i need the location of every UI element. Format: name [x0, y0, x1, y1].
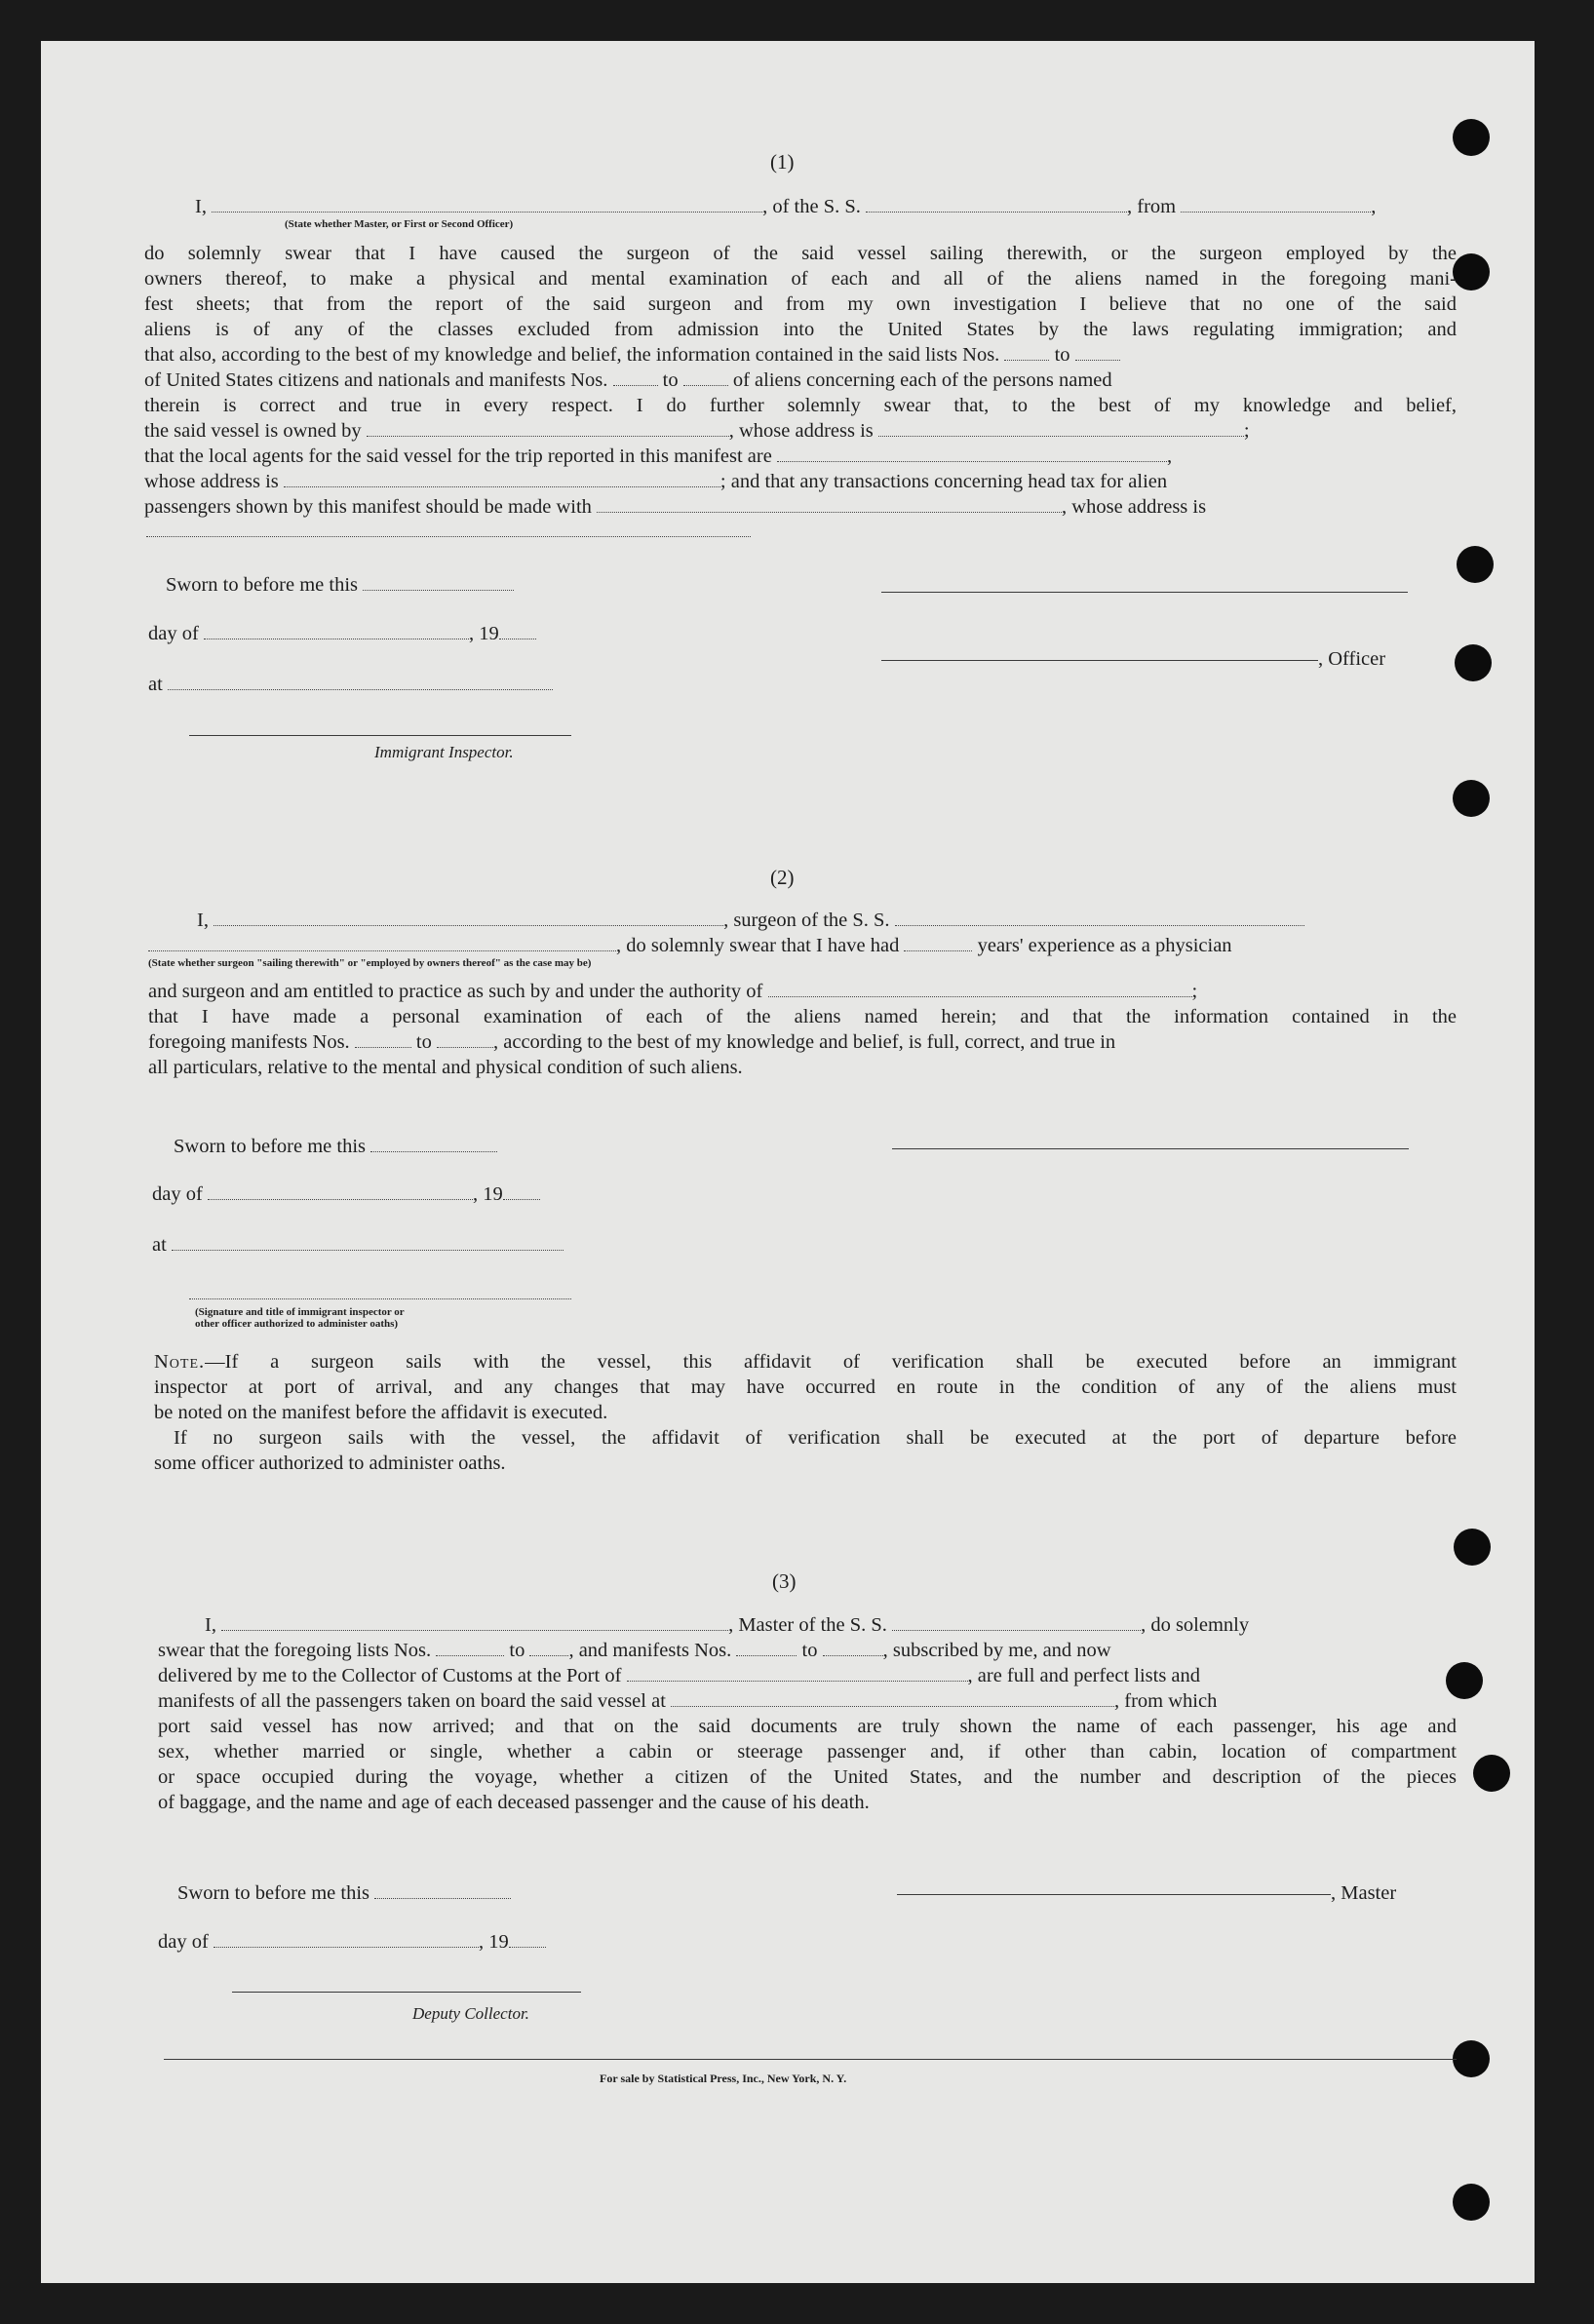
s2-sworn: Sworn to before me this	[174, 1134, 497, 1159]
s3-body-line: sex, whether married or single, whether a cabin or steerage passenger and, if other than cabin, location of compartment	[158, 1741, 1457, 1762]
s3-body-line: swear that the foregoing lists Nos. to , and manifests Nos. to , subscribed by me, and now	[158, 1640, 1111, 1661]
officer-line: , Officer	[881, 646, 1385, 672]
s3-sworn: Sworn to before me this	[177, 1880, 511, 1906]
s1-body-line: the said vessel is owned by , whose address is ;	[144, 420, 1250, 442]
caption-signature-2: other officer authorized to administer oaths)	[195, 1318, 399, 1330]
s1-line1: I, , of the S. S. , from ,	[195, 196, 1377, 217]
s1-day-of: day of , 19	[148, 621, 536, 646]
s1-body-line: fest sheets; that from the report of the said surgeon and from my own investigation I believe that no one of the said	[144, 293, 1457, 315]
surgeon-signature-line	[892, 1148, 1409, 1149]
s1-body-line: therein is correct and true in every respect. I do further solemnly swear that, to the best of my knowledge and belief,	[144, 395, 1457, 416]
s1-body-line: of United States citizens and nationals and manifests Nos. to of aliens concerning each of the persons named	[144, 369, 1112, 391]
note-line: If no surgeon sails with the vessel, the affidavit of verification shall be executed at the port of departure before	[174, 1427, 1457, 1449]
s1-body-line: whose address is ; and that any transactions concerning head tax for alien	[144, 471, 1168, 492]
s3-body-line: manifests of all the passengers taken on board the said vessel at , from which	[158, 1690, 1218, 1712]
s2-line1: I, , surgeon of the S. S.	[197, 908, 1304, 933]
s3-day-of: day of , 19	[158, 1929, 546, 1955]
s1-at: at	[148, 672, 553, 697]
punch-hole	[1453, 253, 1490, 290]
note-line: Note.—If a surgeon sails with the vessel, this affidavit of verification shall be executed before an immigrant	[154, 1351, 1457, 1373]
punch-hole	[1457, 546, 1494, 583]
s2-body-line: and surgeon and am entitled to practice as such by and under the authority of ;	[148, 981, 1198, 1002]
punch-hole	[1446, 1662, 1483, 1699]
footer-printer: For sale by Statistical Press, Inc., New York, N. Y.	[600, 2072, 847, 2085]
punch-hole	[1453, 2184, 1490, 2221]
s2-body-line: foregoing manifests Nos. to , according to the best of my knowledge and belief, is full, correct, and true in	[148, 1031, 1116, 1053]
s3-body-line: delivered by me to the Collector of Customs at the Port of , are full and perfect lists and	[158, 1665, 1201, 1686]
s2-body-line: all particulars, relative to the mental and physical condition of such aliens.	[148, 1057, 743, 1078]
punch-hole	[1453, 119, 1490, 156]
section-1-number: (1)	[770, 150, 795, 174]
s3-body-line: or space occupied during the voyage, whether a citizen of the United States, and the number and description of the pieces	[158, 1766, 1457, 1788]
caption-surgeon: (State whether surgeon "sailing therewith" or "employed by owners thereof" as the case may be)	[148, 957, 592, 969]
officer-signature-line	[881, 592, 1408, 593]
punch-hole	[1453, 780, 1490, 817]
s3-line1: I, , Master of the S. S. , do solemnly	[205, 1614, 1250, 1636]
caption-signature-1: (Signature and title of immigrant inspector or	[195, 1306, 405, 1318]
footer-rule	[164, 2059, 1457, 2060]
s1-body-line: that also, according to the best of my knowledge and belief, the information contained in the said lists Nos. to	[144, 342, 1120, 368]
s2-day-of: day of , 19	[152, 1181, 540, 1207]
inspector-signature-line	[189, 735, 571, 736]
note-line: some officer authorized to administer oaths.	[154, 1452, 506, 1474]
s1-body-line: do solemnly swear that I have caused the surgeon of the said vessel sailing therewith, or the surgeon employed by the	[144, 243, 1457, 264]
deputy-signature-line	[232, 1992, 581, 1993]
master-line: , Master	[897, 1880, 1396, 1906]
s1-body-line: that the local agents for the said vessel for the trip reported in this manifest are ,	[144, 445, 1173, 467]
immigrant-inspector-label: Immigrant Inspector.	[374, 743, 514, 761]
deputy-collector-label: Deputy Collector.	[412, 2004, 529, 2023]
punch-hole	[1453, 2040, 1490, 2077]
punch-hole	[1455, 644, 1492, 681]
punch-hole	[1473, 1755, 1510, 1792]
s1-sworn: Sworn to before me this	[166, 572, 514, 598]
s3-body-line: port said vessel has now arrived; and that on the said documents are truly shown the name of each passenger, his age and	[158, 1716, 1457, 1737]
s2-line2: , do solemnly swear that I have had years' experience as a physician	[148, 933, 1232, 958]
punch-hole	[1454, 1529, 1491, 1566]
note-line: be noted on the manifest before the affidavit is executed.	[154, 1402, 608, 1423]
s1-body-line: owners thereof, to make a physical and mental examination of each and all of the aliens named in the foregoing mani-	[144, 268, 1457, 290]
s3-body-line: of baggage, and the name and age of each deceased passenger and the cause of his death.	[158, 1792, 870, 1813]
s2-at: at	[152, 1232, 564, 1258]
section-2-number: (2)	[770, 866, 795, 889]
s1-body-line: passengers shown by this manifest should be made with , whose address is	[144, 496, 1207, 518]
s2-body-line: that I have made a personal examination of each of the aliens named herein; and that the information contained in the	[148, 1006, 1457, 1027]
caption-officer: (State whether Master, or First or Second Officer)	[285, 218, 514, 230]
note-line: inspector at port of arrival, and any changes that may have occurred en route in the condition of any of the aliens must	[154, 1376, 1457, 1398]
form-page	[41, 41, 1535, 2283]
s1-body-line: aliens is of any of the classes excluded from admission into the United States by the laws regulating immigration; and	[144, 319, 1457, 340]
section-3-number: (3)	[772, 1569, 797, 1593]
